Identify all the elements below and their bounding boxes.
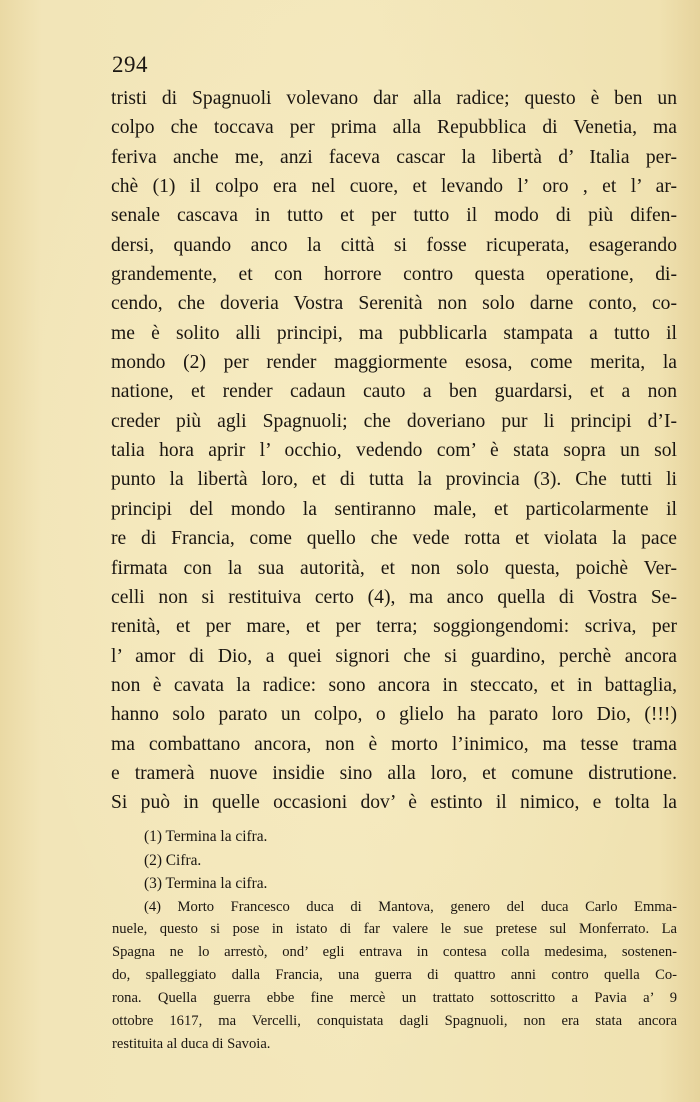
text-line: l’ amor di Dio, a quei signori che si guardino, perchè ancora	[111, 645, 677, 667]
text-line: creder più agli Spagnuoli; che doveriano pur li principi d’I-	[111, 410, 677, 432]
main-text	[111, 84, 677, 818]
text-line: non è cavata la radice: sono ancora in steccato, et in battaglia,	[111, 674, 677, 696]
footnote-4-line: do, spalleggiato dalla Francia, una guerra di quattro anni contro quella Co-	[112, 967, 677, 984]
text-line: chè (1) il colpo era nel cuore, et levando l’ oro , et l’ ar-	[111, 176, 677, 198]
text-line: cendo, che doveria Vostra Serenità non solo darne conto, co-	[111, 293, 677, 315]
footnote-4-line: Spagna ne lo arrestò, ond’ egli entrava in contesa colla medesima, sostenen-	[112, 944, 677, 961]
text-line: mondo (2) per render maggiormente esosa, come merita, la	[111, 352, 677, 374]
footnotes	[112, 825, 677, 1056]
footnote-3: (3) Termina la cifra.	[144, 875, 268, 892]
text-line: re di Francia, come quello che vede rotta et violata la pace	[111, 528, 677, 550]
text-line: tristi di Spagnuoli volevano dar alla radice; questo è ben un	[111, 88, 677, 109]
page-number: 294	[112, 52, 148, 77]
footnote-4-line: restituita al duca di Savoia.	[112, 1035, 271, 1052]
text-line: grandemente, et con horrore contro questa operatione, di-	[111, 264, 677, 286]
footnote-4-line: ottobre 1617, ma Vercelli, conquistata dagli Spagnuoli, non era stata ancora	[112, 1012, 677, 1029]
text-line: e tramerà nuove insidie sino alla loro, et comune distrutione.	[111, 762, 677, 784]
text-line: talia hora aprir l’ occhio, vedendo com’ è stata sopra un sol	[111, 440, 677, 462]
footnote-4-line: (4) Morto Francesco duca di Mantova, genero del duca Carlo Emma-	[144, 898, 677, 915]
text-line: feriva anche me, anzi faceva cascar la libertà d’ Italia per-	[111, 146, 677, 168]
text-line: senale cascava in tutto et per tutto il modo di più difen-	[111, 205, 677, 227]
text-line: punto la libertà loro, et di tutta la provincia (3). Che tutti li	[111, 469, 677, 491]
footnote-4-line: nuele, questo si pose in istato di far valere le sue pretese sul Monferrato. La	[112, 921, 677, 938]
text-line: Si può in quelle occasioni dov’ è estinto il nimico, e tolta la	[111, 792, 677, 814]
footnote-4-line: rona. Quella guerra ebbe fine mercè un trattato sottoscritto a Pavia a’ 9	[112, 990, 677, 1007]
text-line: me è solito alli principi, ma pubblicarla stampata a tutto il	[111, 322, 677, 344]
text-line: natione, et render cadaun cauto a ben guardarsi, et a non	[111, 381, 677, 403]
footnote-1: (1) Termina la cifra.	[144, 828, 268, 845]
footnote-2: (2) Cifra.	[144, 851, 202, 869]
text-line: firmata con la sua autorità, et non solo questa, poichè Ver-	[111, 557, 677, 579]
text-line: colpo che toccava per prima alla Repubblica di Venetia, ma	[111, 117, 677, 139]
text-line: ma combattano ancora, non è morto l’inimico, ma tesse trama	[111, 733, 677, 755]
text-line: dersi, quando anco la città si fosse ricuperata, esagerando	[111, 234, 677, 256]
text-line: hanno solo parato un colpo, o glielo ha parato loro Dio, (!!!)	[111, 704, 677, 726]
text-line: principi del mondo la sentiranno male, et particolarmente il	[111, 498, 677, 520]
text-line: renità, et per mare, et per terra; soggiongendomi: scriva, per	[111, 616, 677, 638]
text-line: celli non si restituiva certo (4), ma anco quella di Vostra Se-	[111, 586, 677, 608]
